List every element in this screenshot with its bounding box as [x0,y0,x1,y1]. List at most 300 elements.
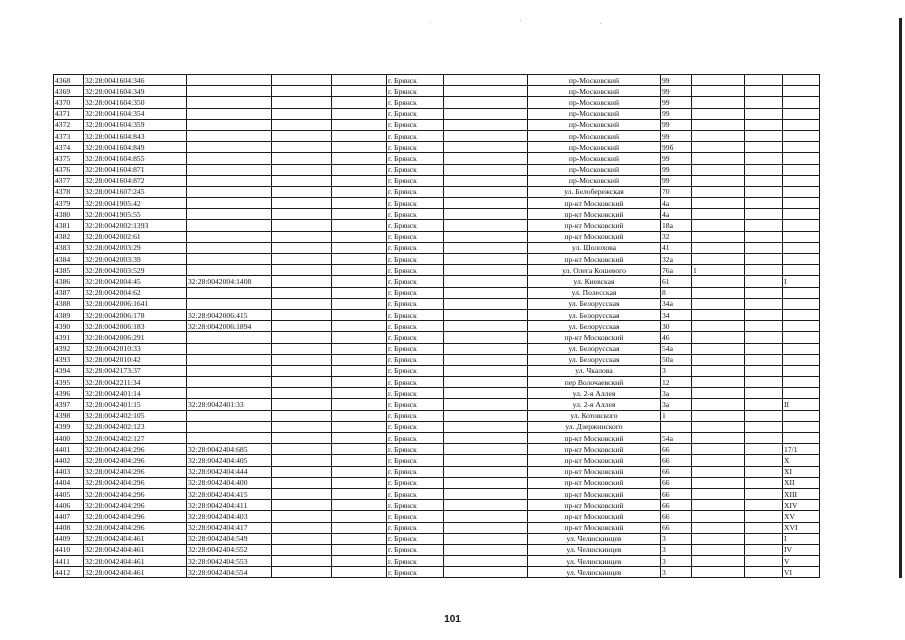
col4-cell [272,377,332,388]
cadastral-number-cell: 32:28:0042002:1393 [84,220,187,231]
cadastral-number-cell: 32:28:0041604:359 [84,119,187,130]
col4-cell [272,287,332,298]
street-cell: пр-кт Московский [528,511,661,522]
col7-cell [444,242,528,253]
parent-cadastral-cell: 32:28:0042404:444 [187,466,272,477]
col5-cell [332,544,387,555]
parent-cadastral-cell [187,287,272,298]
street-cell: ул. Челюскинцев [528,544,661,555]
col5-cell [332,287,387,298]
cadastral-number-cell: 32:28:0041905:42 [84,198,187,209]
col5-cell [332,388,387,399]
parent-cadastral-cell: 32:28:0042404:549 [187,533,272,544]
col5-cell [332,231,387,242]
city-cell: г. Брянск [387,254,444,265]
col7-cell [444,75,528,86]
house-cell: 3а [661,399,692,410]
premises-cell [783,175,820,186]
col5-cell [332,354,387,365]
row-number-cell: 4378 [54,186,84,197]
row-number-cell: 4370 [54,97,84,108]
table-row [54,500,820,511]
col7-cell [444,488,528,499]
cadastral-number-cell: 32:28:0042404:296 [84,444,187,455]
premises-cell [783,198,820,209]
scan-speck [600,23,601,24]
table-row [54,220,820,231]
street-cell: пр-Московский [528,130,661,141]
table-row [54,488,820,499]
cadastral-number-cell: 32:28:0042404:461 [84,567,187,578]
cadastral-number-cell: 32:28:0042173:37 [84,365,187,376]
col11-cell [745,477,783,488]
city-cell: г. Брянск [387,410,444,421]
col7-cell [444,354,528,365]
col5-cell [332,332,387,343]
house-cell: 8 [661,287,692,298]
house-cell: 30 [661,321,692,332]
row-number-cell: 4402 [54,455,84,466]
house-cell: 66 [661,444,692,455]
parent-cadastral-cell: 32:28:0042404:685 [187,444,272,455]
premises-cell [783,433,820,444]
col7-cell [444,455,528,466]
parent-cadastral-cell: 32:28:0042404:554 [187,567,272,578]
col7-cell [444,175,528,186]
premises-cell [783,108,820,119]
cadastral-number-cell: 32:28:0042401:14 [84,388,187,399]
building-cell [692,567,745,578]
table-row [54,309,820,320]
col5-cell [332,108,387,119]
row-number-cell: 4409 [54,533,84,544]
col7-cell [444,276,528,287]
row-number-cell: 4396 [54,388,84,399]
parent-cadastral-cell [187,254,272,265]
col7-cell [444,309,528,320]
table-row [54,175,820,186]
col7-cell [444,377,528,388]
street-cell: пр-кт Московский [528,220,661,231]
table-row [54,556,820,567]
house-cell: 34 [661,309,692,320]
building-cell [692,276,745,287]
street-cell: пр-Московский [528,119,661,130]
col11-cell [745,332,783,343]
parent-cadastral-cell: 32:28:0042404:411 [187,500,272,511]
row-number-cell: 4368 [54,75,84,86]
premises-cell [783,388,820,399]
house-cell: 54а [661,433,692,444]
table-row [54,522,820,533]
city-cell: г. Брянск [387,287,444,298]
table-row [54,265,820,276]
cadastral-number-cell: 32:28:0042003:529 [84,265,187,276]
street-cell: пр-Московский [528,142,661,153]
col4-cell [272,186,332,197]
street-cell: пр-кт Московский [528,466,661,477]
premises-cell [783,332,820,343]
premises-cell: 17/1 [783,444,820,455]
street-cell: ул. Котовского [528,410,661,421]
house-cell [661,421,692,432]
col4-cell [272,86,332,97]
col5-cell [332,533,387,544]
parent-cadastral-cell [187,388,272,399]
col4-cell [272,97,332,108]
parent-cadastral-cell [187,130,272,141]
table-row [54,511,820,522]
table-row [54,567,820,578]
table-row [54,231,820,242]
house-cell: 70 [661,186,692,197]
city-cell: г. Брянск [387,444,444,455]
col5-cell [332,522,387,533]
building-cell [692,365,745,376]
col11-cell [745,455,783,466]
row-number-cell: 4393 [54,354,84,365]
city-cell: г. Брянск [387,198,444,209]
premises-cell [783,410,820,421]
col4-cell [272,298,332,309]
house-cell: 99 [661,175,692,186]
row-number-cell: 4400 [54,433,84,444]
col4-cell [272,399,332,410]
col11-cell [745,209,783,220]
col11-cell [745,421,783,432]
col5-cell [332,242,387,253]
col7-cell [444,130,528,141]
parent-cadastral-cell: 32:28:0042404:552 [187,544,272,555]
street-cell: ул. Челюскинцев [528,556,661,567]
parent-cadastral-cell [187,220,272,231]
building-cell [692,399,745,410]
table-row [54,276,820,287]
col5-cell [332,75,387,86]
house-cell: 50а [661,354,692,365]
building-cell [692,321,745,332]
city-cell: г. Брянск [387,533,444,544]
cadastral-number-cell: 32:28:0041604:872 [84,175,187,186]
row-number-cell: 4391 [54,332,84,343]
col7-cell [444,388,528,399]
cadastral-number-cell: 32:28:0042404:461 [84,533,187,544]
row-number-cell: 4380 [54,209,84,220]
col11-cell [745,198,783,209]
col4-cell [272,444,332,455]
col5-cell [332,97,387,108]
col7-cell [444,153,528,164]
parent-cadastral-cell [187,231,272,242]
table-row [54,164,820,175]
col4-cell [272,455,332,466]
table-row [54,86,820,97]
col7-cell [444,444,528,455]
col4-cell [272,477,332,488]
col4-cell [272,220,332,231]
col11-cell [745,186,783,197]
building-cell [692,254,745,265]
col5-cell [332,220,387,231]
row-number-cell: 4389 [54,309,84,320]
street-cell: пер Волочаевский [528,377,661,388]
street-cell: пр-кт Московский [528,254,661,265]
scan-speck [430,22,431,23]
col4-cell [272,343,332,354]
city-cell: г. Брянск [387,343,444,354]
premises-cell: XIV [783,500,820,511]
street-cell: пр-кт Московский [528,455,661,466]
building-cell [692,108,745,119]
house-cell: 32 [661,231,692,242]
cadastral-number-cell: 32:28:0042404:296 [84,511,187,522]
city-cell: г. Брянск [387,276,444,287]
table-row [54,421,820,432]
col4-cell [272,164,332,175]
street-cell: пр-кт Московский [528,444,661,455]
col4-cell [272,488,332,499]
col4-cell [272,410,332,421]
col11-cell [745,377,783,388]
house-cell: 18а [661,220,692,231]
scan-edge [899,18,902,578]
street-cell: ул. Полесская [528,287,661,298]
street-cell: пр-Московский [528,164,661,175]
col5-cell [332,433,387,444]
table-row [54,287,820,298]
parent-cadastral-cell: 32:28:0042404:400 [187,477,272,488]
col7-cell [444,567,528,578]
cadastral-number-cell: 32:28:0042402:123 [84,421,187,432]
house-cell: 66 [661,511,692,522]
premises-cell [783,343,820,354]
col4-cell [272,544,332,555]
col11-cell [745,410,783,421]
col11-cell [745,388,783,399]
col7-cell [444,533,528,544]
house-cell: 3 [661,544,692,555]
premises-cell: IV [783,544,820,555]
house-cell: 34а [661,298,692,309]
parent-cadastral-cell [187,97,272,108]
city-cell: г. Брянск [387,388,444,399]
city-cell: г. Брянск [387,142,444,153]
table-row [54,209,820,220]
col7-cell [444,544,528,555]
col5-cell [332,119,387,130]
building-cell [692,455,745,466]
cadastral-number-cell: 32:28:0041604:849 [84,142,187,153]
premises-cell [783,365,820,376]
premises-cell: V [783,556,820,567]
col4-cell [272,533,332,544]
premises-cell [783,209,820,220]
cadastral-number-cell: 32:28:0042006:183 [84,321,187,332]
building-cell [692,119,745,130]
cadastral-number-cell: 32:28:0042404:296 [84,522,187,533]
table-row [54,444,820,455]
parent-cadastral-cell [187,164,272,175]
col11-cell [745,298,783,309]
table-row [54,466,820,477]
row-number-cell: 4384 [54,254,84,265]
row-number-cell: 4369 [54,86,84,97]
col7-cell [444,321,528,332]
street-cell: ул. Дзержинского [528,421,661,432]
cadastral-number-cell: 32:28:0042010:42 [84,354,187,365]
house-cell: 3 [661,365,692,376]
col5-cell [332,298,387,309]
row-number-cell: 4412 [54,567,84,578]
street-cell: пр-Московский [528,75,661,86]
col4-cell [272,175,332,186]
city-cell: г. Брянск [387,433,444,444]
house-cell: 66 [661,500,692,511]
col5-cell [332,567,387,578]
table-row [54,119,820,130]
col4-cell [272,321,332,332]
col7-cell [444,108,528,119]
premises-cell: I [783,533,820,544]
city-cell: г. Брянск [387,488,444,499]
col11-cell [745,142,783,153]
col11-cell [745,522,783,533]
col5-cell [332,209,387,220]
table-row [54,242,820,253]
cadastral-number-cell: 32:28:0041604:871 [84,164,187,175]
col7-cell [444,343,528,354]
city-cell: г. Брянск [387,153,444,164]
cadastral-number-cell: 32:28:0042006:178 [84,309,187,320]
col5-cell [332,309,387,320]
city-cell: г. Брянск [387,455,444,466]
row-number-cell: 4408 [54,522,84,533]
street-cell: ул. Челюскинцев [528,567,661,578]
col11-cell [745,556,783,567]
premises-cell [783,220,820,231]
col4-cell [272,254,332,265]
city-cell: г. Брянск [387,511,444,522]
street-cell: ул. Киевская [528,276,661,287]
table-row [54,455,820,466]
row-number-cell: 4407 [54,511,84,522]
col4-cell [272,119,332,130]
street-cell: ул. 2-я Аллея [528,388,661,399]
table-row [54,477,820,488]
building-cell [692,511,745,522]
building-cell [692,556,745,567]
building-cell [692,343,745,354]
row-number-cell: 4386 [54,276,84,287]
street-cell: пр-Московский [528,153,661,164]
premises-cell [783,130,820,141]
col7-cell [444,287,528,298]
building-cell [692,164,745,175]
table-row [54,388,820,399]
row-number-cell: 4411 [54,556,84,567]
col7-cell [444,466,528,477]
city-cell: г. Брянск [387,119,444,130]
col4-cell [272,231,332,242]
row-number-cell: 4387 [54,287,84,298]
building-cell [692,410,745,421]
col5-cell [332,511,387,522]
premises-cell [783,97,820,108]
row-number-cell: 4394 [54,365,84,376]
premises-cell [783,186,820,197]
cadastral-number-cell: 32:28:0042404:296 [84,477,187,488]
row-number-cell: 4399 [54,421,84,432]
col4-cell [272,433,332,444]
parent-cadastral-cell [187,365,272,376]
col5-cell [332,175,387,186]
parent-cadastral-cell [187,242,272,253]
table-row [54,354,820,365]
register-table [53,74,819,578]
parent-cadastral-cell [187,75,272,86]
parent-cadastral-cell: 32:28:0042006:415 [187,309,272,320]
cadastral-number-cell: 32:28:0042006:291 [84,332,187,343]
building-cell [692,242,745,253]
col4-cell [272,265,332,276]
col11-cell [745,75,783,86]
street-cell: пр-Московский [528,175,661,186]
col11-cell [745,309,783,320]
col7-cell [444,254,528,265]
col7-cell [444,556,528,567]
col11-cell [745,567,783,578]
col5-cell [332,164,387,175]
col7-cell [444,265,528,276]
cadastral-number-cell: 32:28:0042003:29 [84,242,187,253]
cadastral-number-cell: 32:28:0042402:127 [84,433,187,444]
house-cell: 4а [661,209,692,220]
col7-cell [444,410,528,421]
table-row [54,399,820,410]
building-cell [692,153,745,164]
col11-cell [745,488,783,499]
house-cell: 61 [661,276,692,287]
col11-cell [745,231,783,242]
house-cell: 54а [661,343,692,354]
city-cell: г. Брянск [387,500,444,511]
col7-cell [444,332,528,343]
col4-cell [272,309,332,320]
col11-cell [745,343,783,354]
col4-cell [272,567,332,578]
cadastral-number-cell: 32:28:0042006:1641 [84,298,187,309]
parent-cadastral-cell: 32:28:0042404:553 [187,556,272,567]
col4-cell [272,421,332,432]
building-cell [692,231,745,242]
col7-cell [444,231,528,242]
street-cell: ул. 2-я Аллея [528,399,661,410]
house-cell: 66 [661,455,692,466]
street-cell: ул. Белорусская [528,354,661,365]
col11-cell [745,86,783,97]
street-cell: ул. Белобережская [528,186,661,197]
col5-cell [332,265,387,276]
premises-cell: XIII [783,488,820,499]
col4-cell [272,500,332,511]
col5-cell [332,321,387,332]
col4-cell [272,242,332,253]
street-cell: пр-кт Московский [528,433,661,444]
col5-cell [332,500,387,511]
house-cell: 3 [661,556,692,567]
cadastral-number-cell: 32:28:0042002:61 [84,231,187,242]
parent-cadastral-cell [187,433,272,444]
